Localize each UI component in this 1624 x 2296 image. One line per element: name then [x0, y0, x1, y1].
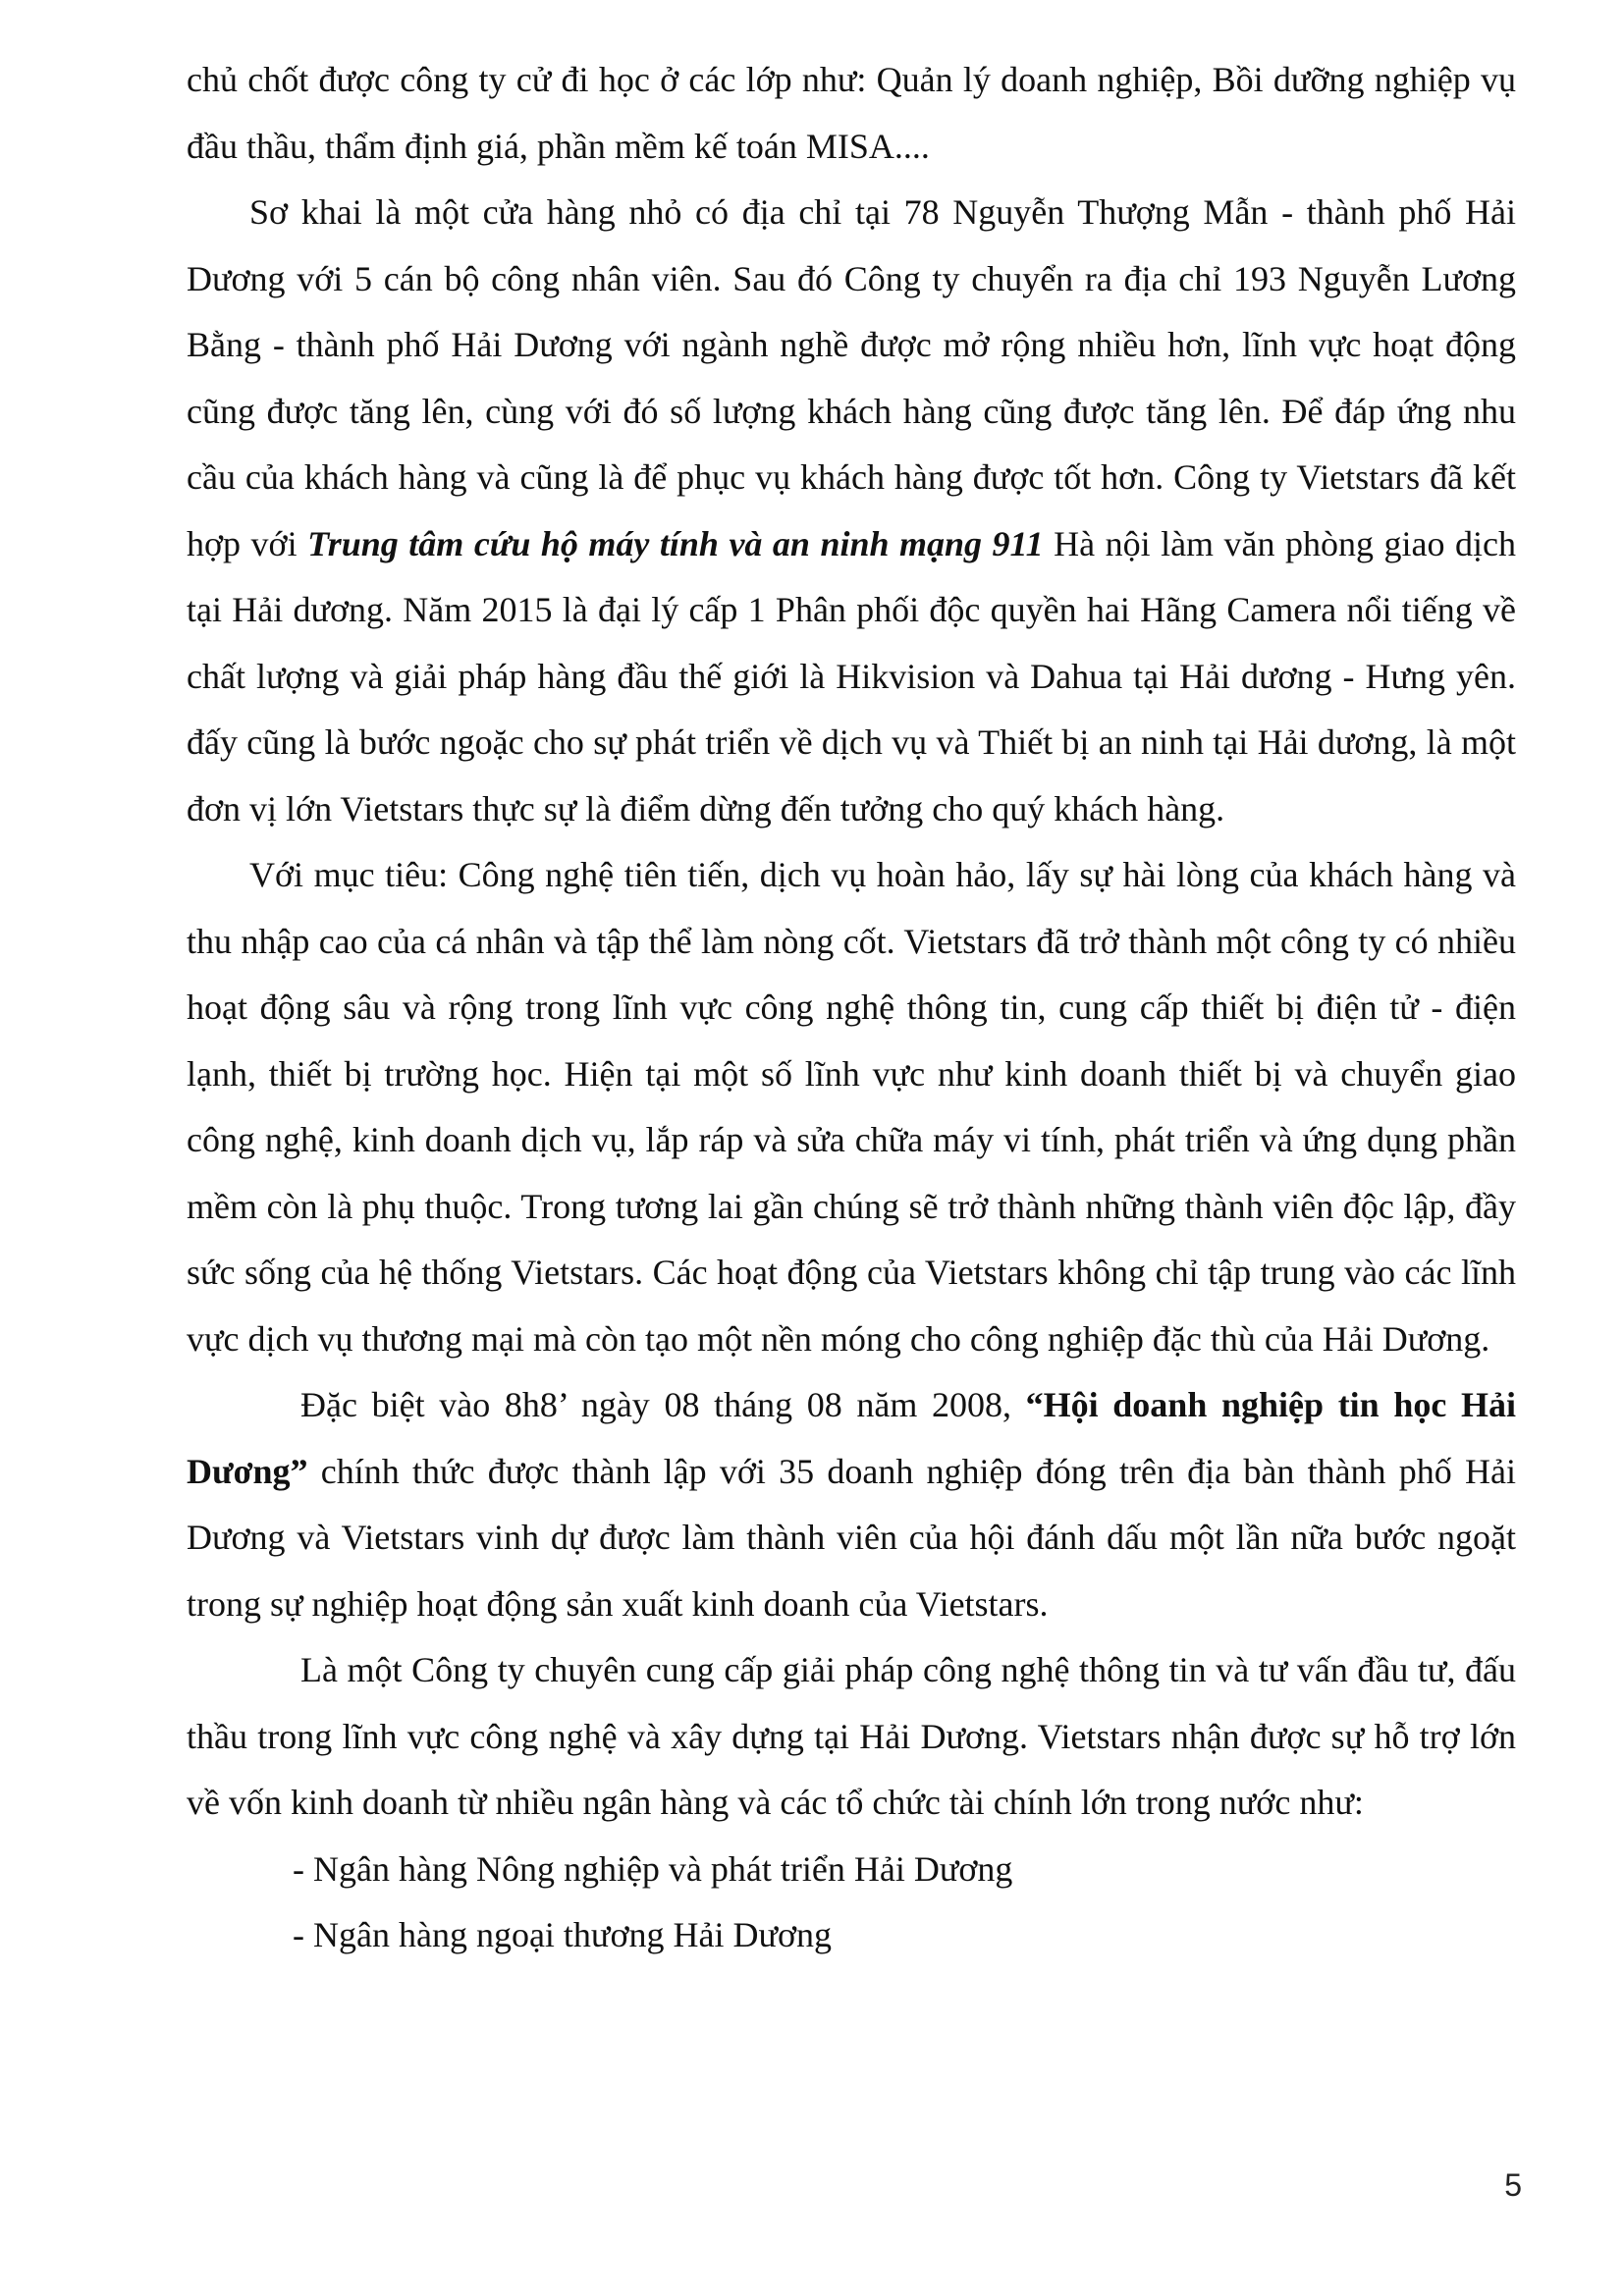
paragraph-text: Đặc biệt vào 8h8’ ngày 08 tháng 08 năm 2008,	[300, 1385, 1026, 1424]
bank-list	[187, 1837, 1516, 1969]
paragraph-text: Với mục tiêu: Công nghệ tiên tiến, dịch vụ hoàn hảo, lấy sự hài lòng của khách hàng và thu nhập cao của cá nhân và tập thể làm nòng cốt. Vietstars đã trở thành một công ty có nhiều hoạt động sâu và rộng trong lĩnh vực công nghệ thông tin, cung cấp thiết bị điện tử - điện lạnh, thiết bị trường học. Hiện tại một số lĩnh vực như kinh doanh thiết bị và chuyển giao công nghệ, kinh doanh dịch vụ, lắp ráp và sửa chữa máy vi tính, phát triển và ứng dụng phần mềm còn là phụ thuộc. Trong tương lai gần chúng sẽ trở thành những thành viên độc lập, đầy sức sống của hệ thống Vietstars. Các hoạt động của Vietstars không chỉ tập trung vào các lĩnh vực dịch vụ thương mại mà còn tạo một nền móng cho công nghiệp đặc thù của Hải Dương.	[187, 855, 1516, 1359]
list-item: - Ngân hàng ngoại thương Hải Dương	[293, 1915, 832, 1954]
paragraph-company-history	[187, 180, 1516, 842]
document-body	[187, 47, 1516, 1969]
paragraph-text: chủ chốt được công ty cử đi học ở các lớp như: Quản lý doanh nghiệp, Bồi dưỡng nghiệp vụ đầu thầu, thẩm định giá, phần mềm kế toán MISA....	[187, 60, 1516, 166]
paragraph-continuation	[187, 47, 1516, 180]
page-number: 5	[1504, 2167, 1522, 2203]
paragraph-association	[187, 1372, 1516, 1637]
emphasis-rescue-center: Trung tâm cứu hộ máy tính và an ninh mạng 911	[307, 523, 1044, 563]
paragraph-text-after: Hà nội làm văn phòng giao dịch tại Hải dương. Năm 2015 là đại lý cấp 1 Phân phối độc quyền hai Hãng Camera nổi tiếng về chất lượng và giải pháp hàng đầu thế giới là Hikvision và Dahua tại Hải dương - Hưng yên. đấy cũng là bước ngoặc cho sự phát triển về dịch vụ và Thiết bị an ninh tại Hải dương, là một đơn vị lớn Vietstars thực sự là điểm dừng đến tưởng cho quý khách hàng.	[187, 523, 1517, 828]
paragraph-financial-support	[187, 1637, 1516, 1837]
paragraph-company-goals	[187, 842, 1516, 1372]
paragraph-text: Là một Công ty chuyên cung cấp giải pháp công nghệ thông tin và tư vấn đầu tư, đấu thầu trong lĩnh vực công nghệ và xây dựng tại Hải Dương. Vietstars nhận được sự hỗ trợ lớn về vốn kinh doanh từ nhiều ngân hàng và các tổ chức tài chính lớn trong nước như:	[187, 1650, 1516, 1822]
emphasis-association-name: “Hội doanh nghiệp tin học Hải Dương”	[187, 1385, 1516, 1491]
paragraph-text: Sơ khai là một cửa hàng nhỏ có địa chỉ tại 78 Nguyễn Thượng Mẫn - thành phố Hải Dương với 5 cán bộ công nhân viên. Sau đó Công ty chuyển ra địa chỉ 193 Nguyễn Lương Bằng - thành phố Hải Dương với ngành nghề được mở rộng nhiều hơn, lĩnh vực hoạt động cũng được tăng lên, cùng với đó số lượng khách hàng cũng được tăng lên. Để đáp ứng nhu cầu của khách hàng và cũng là để phục vụ khách hàng được tốt hơn. Công ty Vietstars đã kết hợp với	[187, 192, 1516, 563]
paragraph-text-after: chính thức được thành lập với 35 doanh nghiệp đóng trên địa bàn thành phố Hải Dương và Vietstars vinh dự được làm thành viên của hội đánh dấu một lần nữa bước ngoặt trong sự nghiệp hoạt động sản xuất kinh doanh của Vietstars.	[187, 1451, 1516, 1624]
list-item: - Ngân hàng Nông nghiệp và phát triển Hải Dương	[293, 1848, 1013, 1889]
